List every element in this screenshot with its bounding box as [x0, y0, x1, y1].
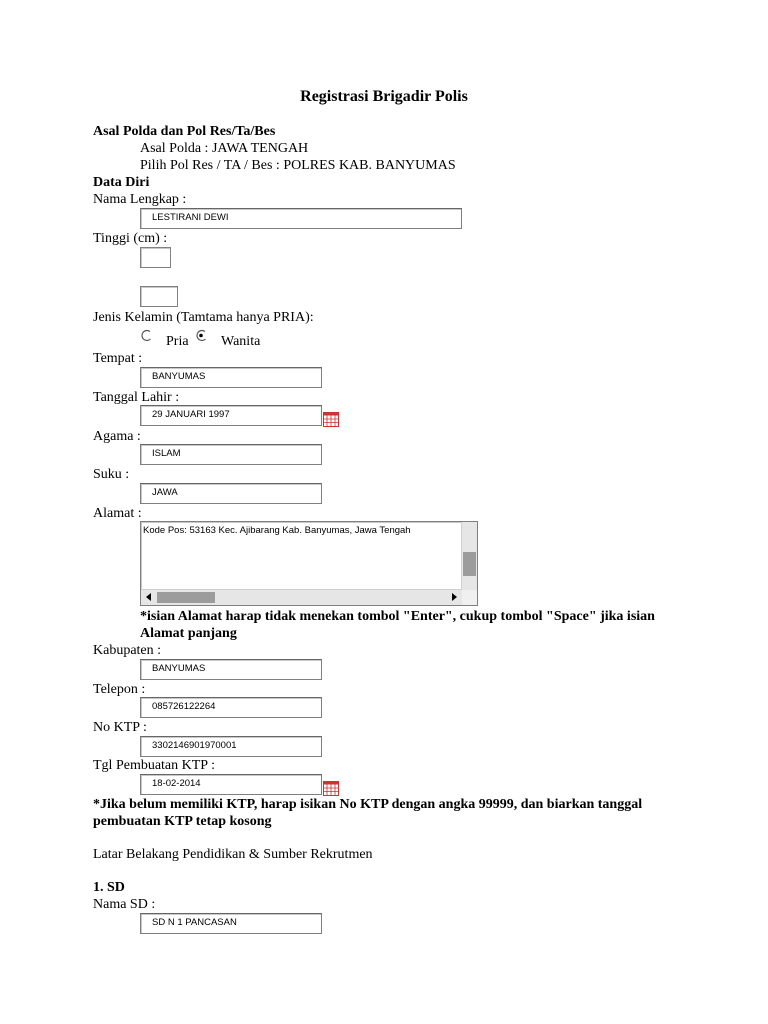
extra-input[interactable]: [140, 286, 178, 307]
tgl-lahir-label: Tanggal Lahir :: [93, 390, 180, 405]
polda-heading: Asal Polda dan Pol Res/Ta/Bes: [93, 124, 276, 139]
asal-polda-text: Asal Polda : JAWA TENGAH: [140, 141, 309, 156]
nama-input[interactable]: LESTIRANI DEWI: [140, 208, 462, 229]
agama-input[interactable]: ISLAM: [140, 444, 322, 465]
alamat-textarea[interactable]: [140, 521, 478, 606]
calendar-icon[interactable]: [323, 412, 339, 427]
sd-label: Nama SD :: [93, 897, 156, 912]
gender-label: Jenis Kelamin (Tamtama hanya PRIA):: [93, 310, 314, 325]
calendar-icon[interactable]: [323, 781, 339, 796]
telepon-label: Telepon :: [93, 682, 146, 697]
ktp-input[interactable]: 3302146901970001: [140, 736, 322, 757]
nama-label: Nama Lengkap :: [93, 192, 187, 207]
horizontal-scrollbar[interactable]: [141, 589, 462, 605]
pol-res-text: Pilih Pol Res / TA / Bes : POLRES KAB. BANYUMAS: [140, 158, 456, 173]
scroll-right-icon[interactable]: [452, 593, 457, 601]
tinggi-label: Tinggi (cm) :: [93, 231, 168, 246]
alamat-label: Alamat :: [93, 506, 142, 521]
tgl-lahir-input[interactable]: 29 JANUARI 1997: [140, 405, 322, 426]
scroll-left-icon[interactable]: [146, 593, 151, 601]
alamat-note: *isian Alamat harap tidak menekan tombol "Enter", cukup tombol "Space" jika isian Alamat panjang: [140, 609, 655, 641]
radio-pria-label: Pria: [166, 334, 189, 349]
ktp-note: *Jika belum memiliki KTP, harap isikan No KTP dengan angka 99999, dan biarkan tanggal pembuatan KTP tetap kosong: [93, 797, 643, 829]
suku-input[interactable]: JAWA: [140, 483, 322, 504]
page-title: Registrasi Brigadir Polis: [300, 88, 468, 105]
radio-wanita-label: Wanita: [221, 334, 261, 349]
kabupaten-label: Kabupaten :: [93, 643, 162, 658]
tempat-label: Tempat :: [93, 351, 143, 366]
scroll-corner: [462, 590, 477, 605]
pendidikan-heading: Latar Belakang Pendidikan & Sumber Rekrutmen: [93, 847, 373, 862]
vertical-scrollbar[interactable]: [461, 522, 477, 590]
tempat-input[interactable]: BANYUMAS: [140, 367, 322, 388]
telepon-input[interactable]: 085726122264: [140, 697, 322, 718]
radio-wanita[interactable]: [195, 329, 208, 342]
kabupaten-input[interactable]: BANYUMAS: [140, 659, 322, 680]
tinggi-input[interactable]: [140, 247, 171, 268]
scroll-up-button[interactable]: [462, 522, 477, 537]
horizontal-scroll-thumb[interactable]: [157, 592, 215, 603]
radio-pria[interactable]: [140, 329, 153, 342]
data-diri-heading: Data Diri: [93, 175, 150, 190]
tgl-ktp-input[interactable]: 18-02-2014: [140, 774, 322, 795]
tgl-ktp-label: Tgl Pembuatan KTP :: [93, 758, 215, 773]
vertical-scroll-thumb[interactable]: [463, 552, 476, 576]
agama-label: Agama :: [93, 429, 141, 444]
sd-heading: 1. SD: [93, 880, 125, 895]
alamat-text: Kode Pos: 53163 Kec. Ajibarang Kab. Banyumas, Jawa Tengah: [143, 525, 411, 536]
sd-input[interactable]: SD N 1 PANCASAN: [140, 913, 322, 934]
ktp-label: No KTP :: [93, 720, 147, 735]
suku-label: Suku :: [93, 467, 130, 482]
